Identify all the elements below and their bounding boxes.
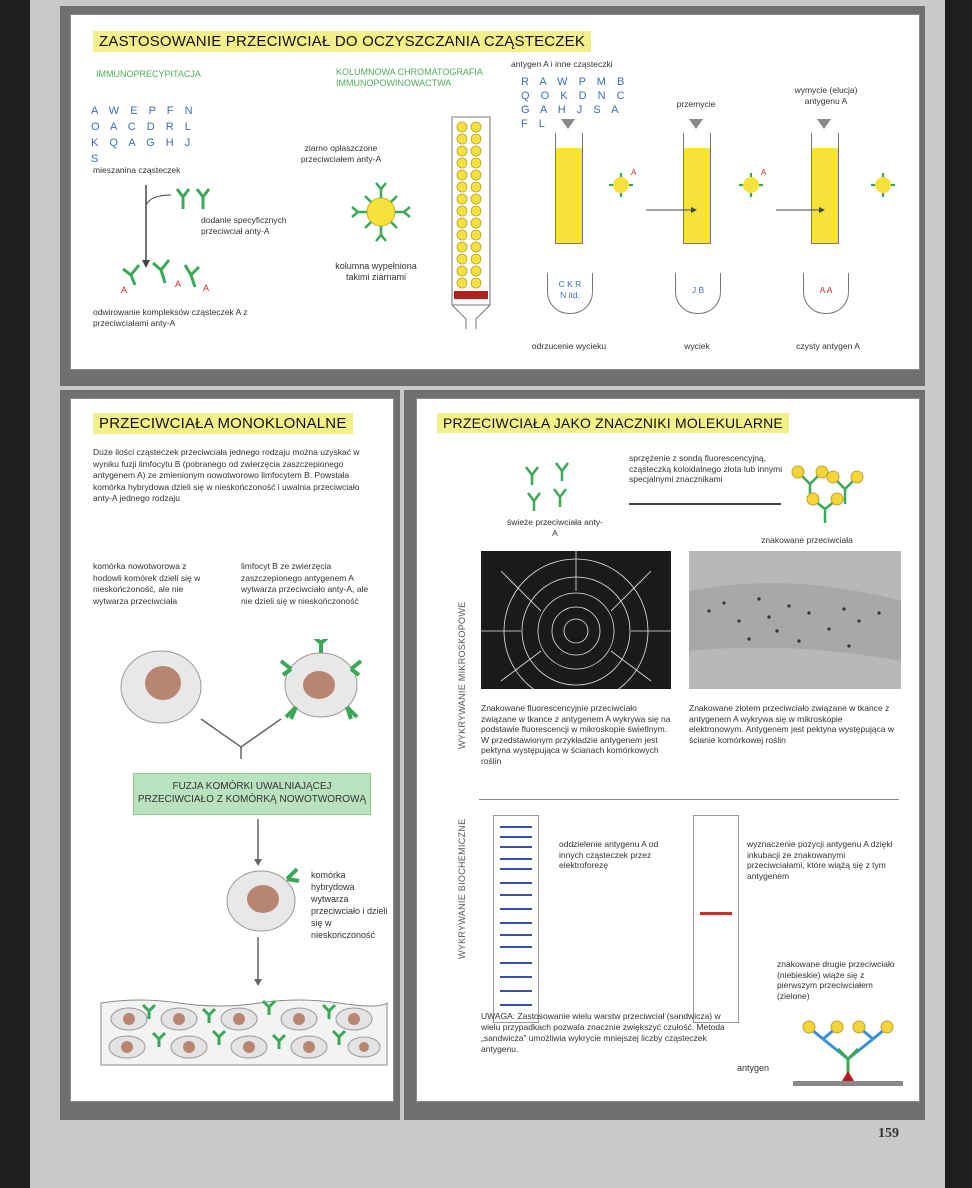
collection-cup-1: C K R N itd. [547,273,593,314]
hybrid-caption: komórka hybrydowa wytwarza przeciwciało i dzieli się w nieskończoność [311,870,388,940]
hybrid-cell-diagram [221,819,321,989]
coated-bead [341,177,421,247]
svg-text:A: A [761,168,767,177]
labeled-antibodies [785,459,875,529]
fusion-label: FUZJA KOMÓRKI UWALNIAJĄCEJ PRZECIWCIAŁO Z KOMÓRKĄ NOWOTWOROWĄ [137,781,367,805]
column-tube-1 [555,133,583,244]
svg-text:A: A [631,168,637,177]
marker-panel [416,398,920,1102]
electrophoresis-gel [493,815,539,1023]
sandwich-note: UWAGA: Zastosowanie wielu warstw przeciwciał (sandwicza) w wielu przypadkach pozwala znacznie zwiększyć czułość. Metoda „sandwicza” umożliwia wykrycie mniejszej liczby cząsteczek antygenu. [481,1011,725,1054]
antigen-letters: R A W P M B Q O K D N C G A H J S A F L [521,76,629,130]
cell-culture-dish [99,997,389,1067]
fusion-box [133,773,371,815]
secondary-antibody-caption: znakowane drugie przeciwciało (niebieskie) wiąże się z pierwszym przeciwciałem (zielone) [777,959,895,1001]
collection-cup-2: J B [675,273,721,314]
position-caption: wyznaczenie pozycji antygenu A dzięki inkubacji ze znakowanymi przeciwciałami, które wiążą się z tym antygenem [747,839,893,881]
bound-antigen-diagrams [591,155,911,215]
antigen-other-label: antygen A i inne cząsteczki [511,59,613,69]
cell-fusion-diagram [111,639,371,759]
monoclonal-intro: Duże ilości cząsteczek przeciwciała jednego rodzaju można uzyskać w wyniku fuzji limfocytu B (pobranego od zwierzęcia zaszczepionego antygenem A) ze zmienionym nowotworowo limfocytem B. Powstała komórka hybrydowa dzieli się w nieskończoność i uwalnia przeciwciało anty-A jednego rodzaju [93,447,360,503]
book-page [30,0,945,1188]
elution-label: wymycie (elucja) antygenu A [794,85,858,106]
page-number: 159 [878,1126,899,1141]
separation-caption: oddzielenie antygenu A od innych cząsteczek przez elektroforezę [559,839,659,870]
svg-text:A: A [203,283,210,293]
bead-label: ziarno opłaszczone przeciwciałem anty-A [300,143,382,164]
labeled-gel [693,815,739,1023]
load-arrow [561,119,575,129]
collection-cup-3: A A [803,273,849,314]
fresh-antibodies-label: świeże przeciwciała anty-A [507,517,603,538]
immunoprecipitation-heading: IMMUNOPRECYPITACJA [96,69,201,79]
fresh-antibodies [512,455,582,515]
antigen-label: antygen [737,1063,770,1073]
gold-caption: Znakowane złotem przeciwciało związane w tkance z antygenem A wykrywa się w mikroskopie elektronowym. Antygenem jest pektyna występująca w ścianie komórkowej roślin [689,703,895,745]
monoclonal-panel [70,398,394,1102]
monoclonal-title: PRZECIWCIAŁA MONOKLONALNE [93,413,353,434]
pure-antigen-label: czysty antygen A [796,341,860,351]
column-label: kolumna wypełniona takimi ziarnami [335,261,417,282]
wash-label: przemycie [676,99,716,109]
centrifuge-label: odwirowanie kompleksów cząsteczek A z przeciwciałami anty-A [93,307,248,328]
column-chromatography-heading: KOLUMNOWA CHROMATOGRAFIA IMMUNOPOWINOWACTWA [336,67,483,88]
fluorescence-micrograph [481,551,671,689]
svg-text:A: A [175,279,182,289]
purification-panel [70,14,920,370]
svg-text:A: A [121,285,128,295]
mixture-letters: A W E P F N O A C D R L K Q A G H J S [91,105,197,165]
tumor-cell-caption: komórka nowotworowa z hodowli komórek dzieli się w nieskończoność, ale nie wytwarza przeciwciała [93,561,201,606]
mixture-label: mieszanina cząsteczek [93,165,181,175]
labeled-antibodies-label: znakowane przeciwciała [761,535,853,545]
chromatography-column [446,115,496,330]
fluorescence-caption: Znakowane fluorescencyjnie przeciwciało związane w tkance z antygenem A wykrywa się na podstawie fluorescencji w mikroskopie świetlnym. W przedstawionym przykładzie antygenem jest pektyna występująca w ścianach komórkowych roślin [481,703,671,766]
effluent-label: wyciek [684,341,710,351]
discard-label: odrzucenie wycieku [531,341,607,351]
electron-micrograph [689,551,901,689]
sandwich-diagram [793,1009,903,1087]
microscopic-detection-label: WYKRYWANIE MIKROSKOPOWE [457,601,467,749]
add-antibody-label: dodanie specyficznych przeciwciał anty-A [201,215,287,236]
section-divider [479,799,899,800]
coupling-arrow [629,503,781,505]
immunoprecipitation-diagram [91,175,291,305]
b-cell-caption: limfocyt B ze zwierzęcia zaszczepionego antygenem A wytwarza przeciwciało anty-A, ale nie dzieli się w nieskończoność [241,561,369,606]
purification-title: ZASTOSOWANIE PRZECIWCIAŁ DO OCZYSZCZANIA CZĄSTECZEK [93,31,591,52]
elution-arrow [817,119,831,129]
wash-arrow [689,119,703,129]
marker-title: PRZECIWCIAŁA JAKO ZNACZNIKI MOLEKULARNE [437,413,789,433]
biochemical-detection-label: WYKRYWANIE BIOCHEMICZNE [457,818,467,959]
coupling-label: sprzężenie z sondą fluorescencyjną, cząsteczką koloidalnego złota lub innymi specjalnymi znacznikami [629,453,783,484]
